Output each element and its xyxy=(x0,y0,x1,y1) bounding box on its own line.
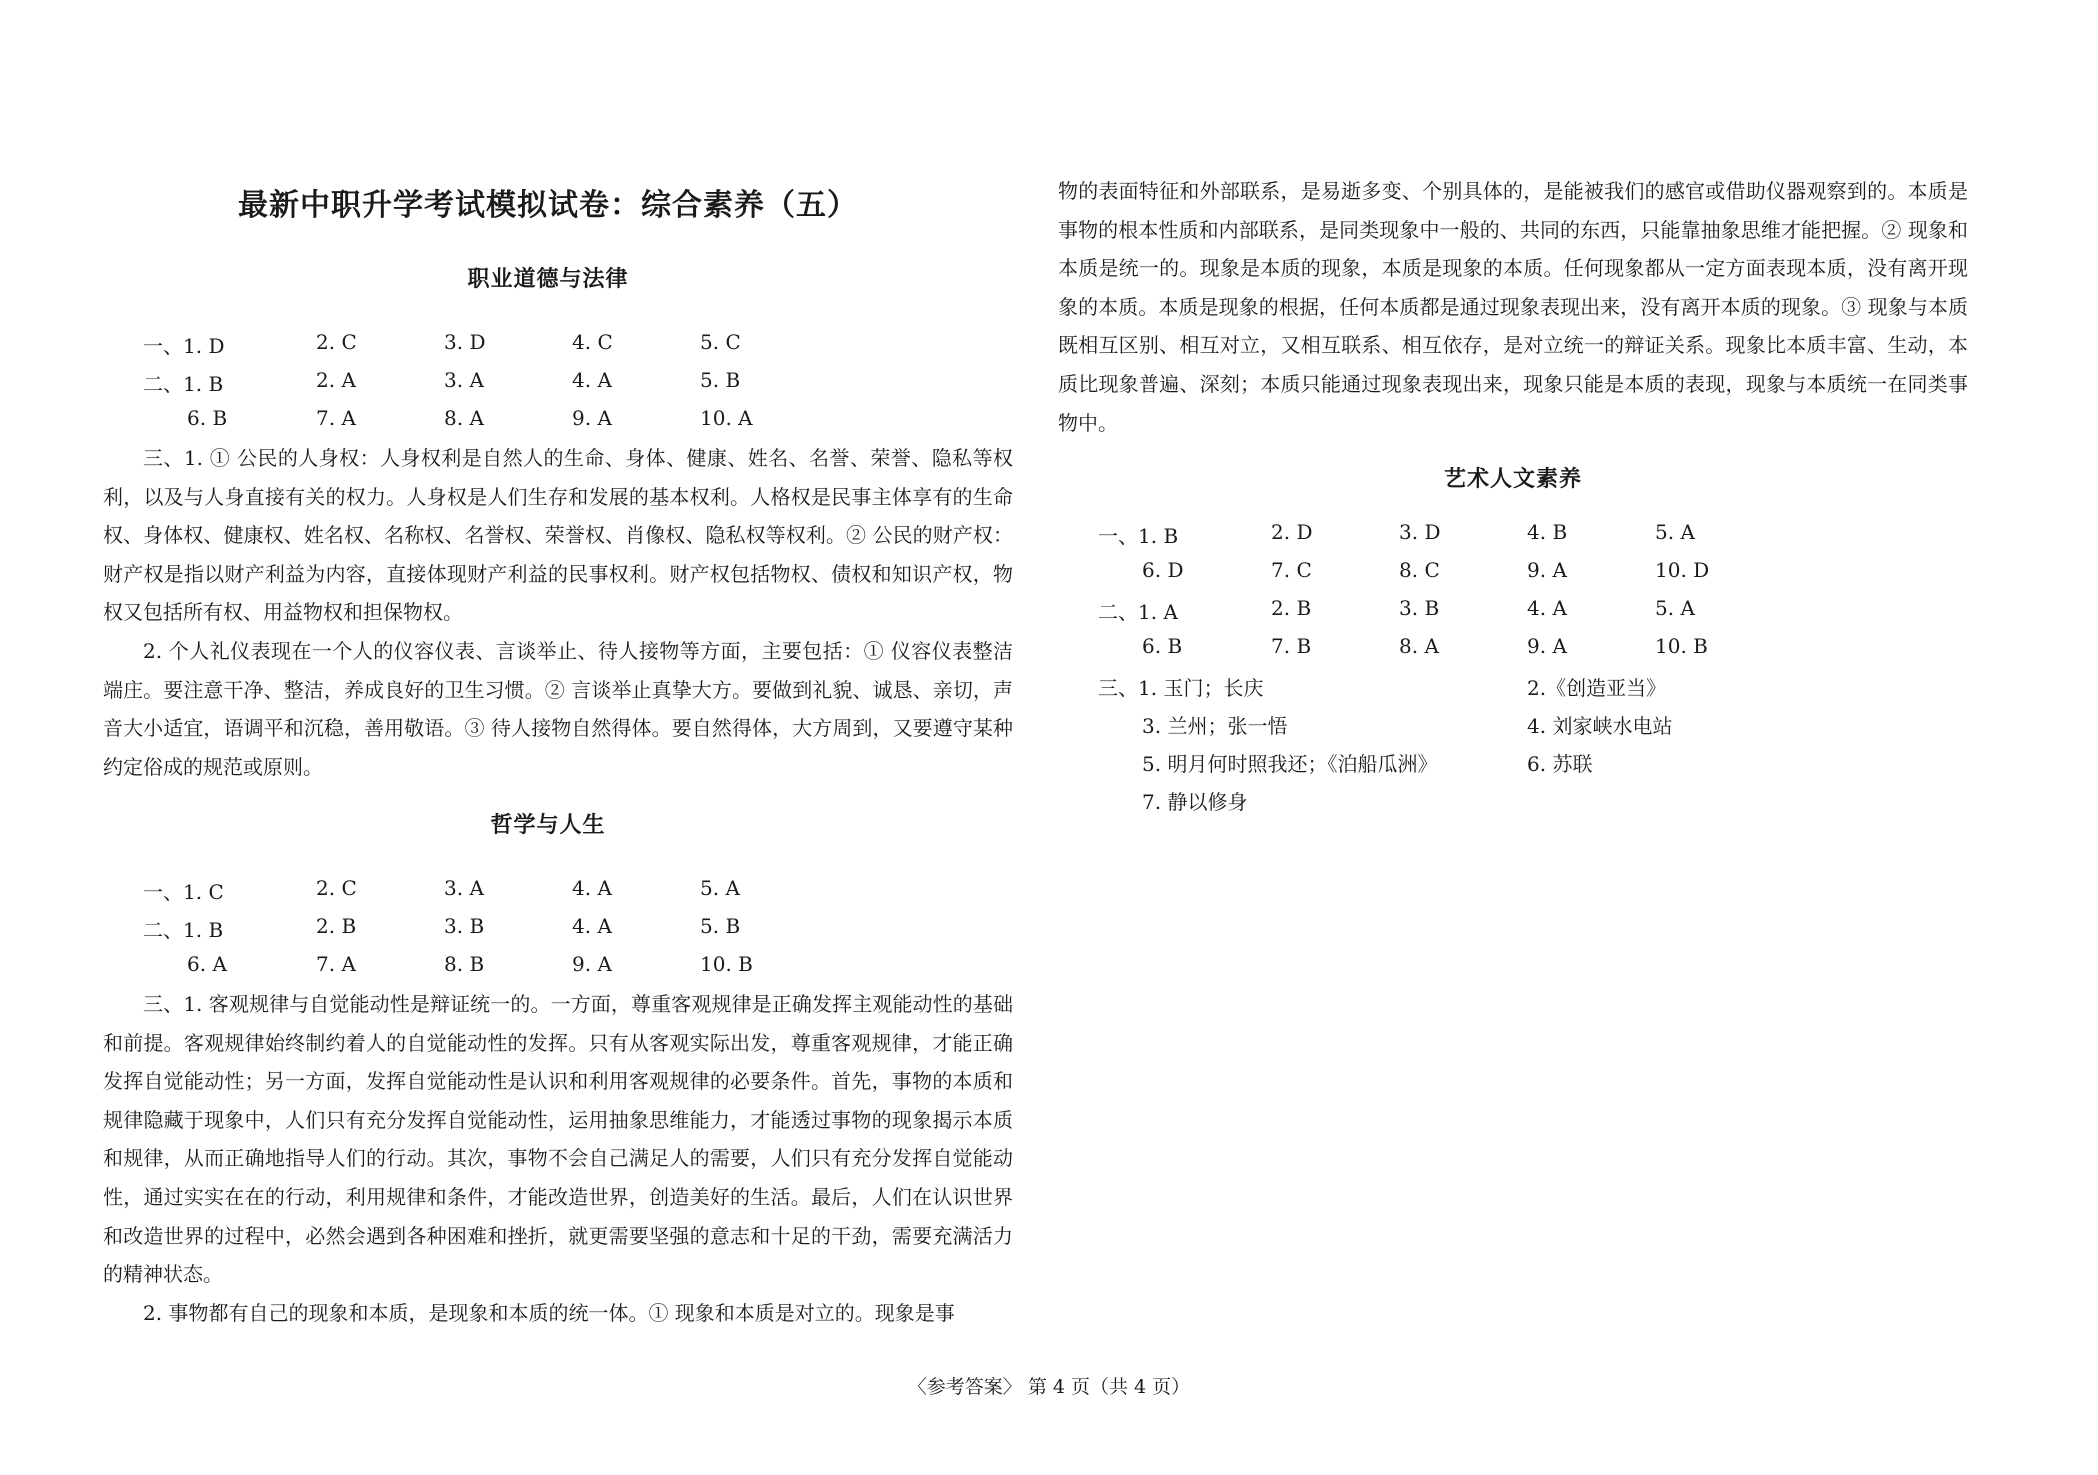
answer-item: 3. D xyxy=(444,330,486,354)
section-heading-ethics: 职业道德与法律 xyxy=(467,267,629,292)
answer-item: 二、1. A xyxy=(1098,600,1178,624)
answer-item: 10. B xyxy=(1655,634,1708,658)
answer-item: 5. B xyxy=(700,914,741,938)
answer-item: 6. B xyxy=(187,406,228,430)
answer-paragraph: 2. 事物都有自己的现象和本质，是现象和本质的统一体。① 现象和本质是对立的。现象是事 xyxy=(143,1300,955,1325)
answer-item: 10. B xyxy=(700,952,753,976)
fill-answer: 7. 静以修身 xyxy=(1142,790,1248,814)
page-footer: 〈参考答案〉 第 4 页（共 4 页） xyxy=(907,1376,1191,1398)
answer-item: 5. B xyxy=(700,368,741,392)
answer-item: 4. B xyxy=(1527,520,1568,544)
answer-item: 7. A xyxy=(316,952,356,976)
fill-answer: 4. 刘家峡水电站 xyxy=(1527,714,1673,738)
fill-answer: 5. 明月何时照我还；《泊船瓜洲》 xyxy=(1142,752,1438,776)
answer-item: 3. B xyxy=(444,914,485,938)
answer-item: 9. A xyxy=(572,406,612,430)
answer-item: 9. A xyxy=(572,952,612,976)
fill-row xyxy=(1058,786,1968,824)
answer-paragraphs-philosophy xyxy=(103,985,1013,1332)
answer-item: 8. B xyxy=(444,952,485,976)
answer-paragraph: 物的表面特征和外部联系，是易逝多变、个别具体的，是能被我们的感官或借助仪器观察到的。本质是事物的根本性质和内部联系，是同类现象中一般的、共同的东西，只能靠抽象思维才能把握。② 现象和本质是统一的。现象是本质的现象，本质是现象的本质。任何现象都从一定方面表现本质，没有离开现象的本质。本质是现象的根据，任何本质都是通过现象表现出来，没有离开本质的现象。③ 现象与本质既相互区别、相互对立，又相互联系、相互依存，是对立统一的辩证关系。现象比本质丰富、生动，本质比现象普遍、深刻；本质只能通过现象表现出来，现象只能是本质的表现，现象与本质统一在同类事物中。 xyxy=(1058,179,1968,435)
answer-item: 5. A xyxy=(1655,596,1695,620)
answer-item: 8. A xyxy=(1399,634,1439,658)
answer-row xyxy=(0,368,1096,406)
answer-item: 二、1. B xyxy=(143,918,224,942)
answer-row xyxy=(1058,520,1968,558)
answer-item: 5. A xyxy=(1655,520,1695,544)
answer-item: 10. D xyxy=(1655,558,1710,582)
answer-item: 二、1. B xyxy=(143,372,224,396)
fill-row xyxy=(1058,710,1968,748)
answer-item: 4. A xyxy=(572,876,612,900)
answer-item: 2. C xyxy=(316,330,357,354)
fill-answer: 6. 苏联 xyxy=(1527,752,1593,776)
answer-item: 一、1. B xyxy=(1098,524,1179,548)
answer-item: 9. A xyxy=(1527,558,1567,582)
fill-row xyxy=(1058,672,1968,710)
answer-item: 2. C xyxy=(316,876,357,900)
fill-answer: 3. 兰州；张一悟 xyxy=(1142,714,1288,738)
answer-paragraph: 2. 个人礼仪表现在一个人的仪容仪表、言谈举止、待人接物等方面，主要包括：① 仪容仪表整洁端庄。要注意干净、整洁，养成良好的卫生习惯。② 言谈举止真挚大方。要做到礼貌、诚恳、亲切，声音大小适宜，语调平和沉稳，善用敬语。③ 待人接物自然得体。要自然得体，大方周到，又要遵守某种约定俗成的规范或原则。 xyxy=(103,638,1013,779)
answer-item: 3. B xyxy=(1399,596,1440,620)
answer-item: 2. B xyxy=(1271,596,1312,620)
answer-item: 9. A xyxy=(1527,634,1567,658)
fill-row xyxy=(1058,748,1968,786)
fill-answer: 2.《创造亚当》 xyxy=(1527,676,1667,700)
answer-item: 3. A xyxy=(444,876,484,900)
answer-item: 4. A xyxy=(1527,596,1567,620)
answer-row xyxy=(1058,596,1968,634)
answer-item: 7. B xyxy=(1271,634,1312,658)
answer-item: 2. A xyxy=(316,368,356,392)
answer-item: 6. D xyxy=(1142,558,1184,582)
answer-paragraph-continued xyxy=(1058,172,1968,442)
answer-item: 7. C xyxy=(1271,558,1312,582)
answer-item: 6. B xyxy=(1142,634,1183,658)
section-heading-philosophy: 哲学与人生 xyxy=(490,813,606,838)
answer-item: 2. D xyxy=(1271,520,1313,544)
answer-paragraph: 三、1. ① 公民的人身权：人身权利是自然人的生命、身体、健康、姓名、名誉、荣誉、隐私等权利，以及与人身直接有关的权力。人身权是人们生存和发展的基本权利。人格权是民事主体享有的生命权、身体权、健康权、姓名权、名称权、名誉权、荣誉权、肖像权、隐私权等权利。② 公民的财产权：财产权是指以财产利益为内容，直接体现财产利益的民事权利。财产权包括物权、债权和知识产权，物权又包括所有权、用益物权和担保物权。 xyxy=(103,446,1013,625)
answer-item: 4. C xyxy=(572,330,613,354)
answer-item: 3. D xyxy=(1399,520,1441,544)
answer-item: 4. A xyxy=(572,914,612,938)
answer-item: 3. A xyxy=(444,368,484,392)
answer-item: 7. A xyxy=(316,406,356,430)
answer-row xyxy=(1058,634,1968,672)
answer-row xyxy=(1058,558,1968,596)
answer-row xyxy=(0,876,1096,914)
answer-item: 5. A xyxy=(700,876,740,900)
fill-answer: 三、1. 玉门；长庆 xyxy=(1098,676,1264,700)
section-heading-arts: 艺术人文素养 xyxy=(1443,467,1582,492)
answer-item: 5. C xyxy=(700,330,741,354)
answer-item: 10. A xyxy=(700,406,753,430)
answer-paragraph: 三、1. 客观规律与自觉能动性是辩证统一的。一方面，尊重客观规律是正确发挥主观能动性的基础和前提。客观规律始终制约着人的自觉能动性的发挥。只有从客观实际出发，尊重客观规律，才能正确发挥自觉能动性；另一方面，发挥自觉能动性是认识和利用客观规律的必要条件。首先，事物的本质和规律隐藏于现象中，人们只有充分发挥自觉能动性，运用抽象思维能力，才能透过事物的现象揭示本质和规律，从而正确地指导人们的行动。其次，事物不会自己满足人的需要，人们只有充分发挥自觉能动性，通过实实在在的行动，利用规律和条件，才能改造世界，创造美好的生活。最后，人们在认识世界和改造世界的过程中，必然会遇到各种困难和挫折，就更需要坚强的意志和十足的干劲，需要充满活力的精神状态。 xyxy=(103,992,1013,1287)
answer-row xyxy=(0,330,1096,368)
answer-item: 8. C xyxy=(1399,558,1440,582)
answer-item: 8. A xyxy=(444,406,484,430)
answer-item: 2. B xyxy=(316,914,357,938)
answer-item: 一、1. D xyxy=(143,334,225,358)
answer-paragraphs-ethics xyxy=(103,439,1013,786)
answer-row xyxy=(0,914,1096,952)
answer-item: 4. A xyxy=(572,368,612,392)
answer-item: 6. A xyxy=(187,952,227,976)
document-title: 最新中职升学考试模拟试卷：综合素养（五） xyxy=(238,188,858,223)
answer-item: 一、1. C xyxy=(143,880,224,904)
